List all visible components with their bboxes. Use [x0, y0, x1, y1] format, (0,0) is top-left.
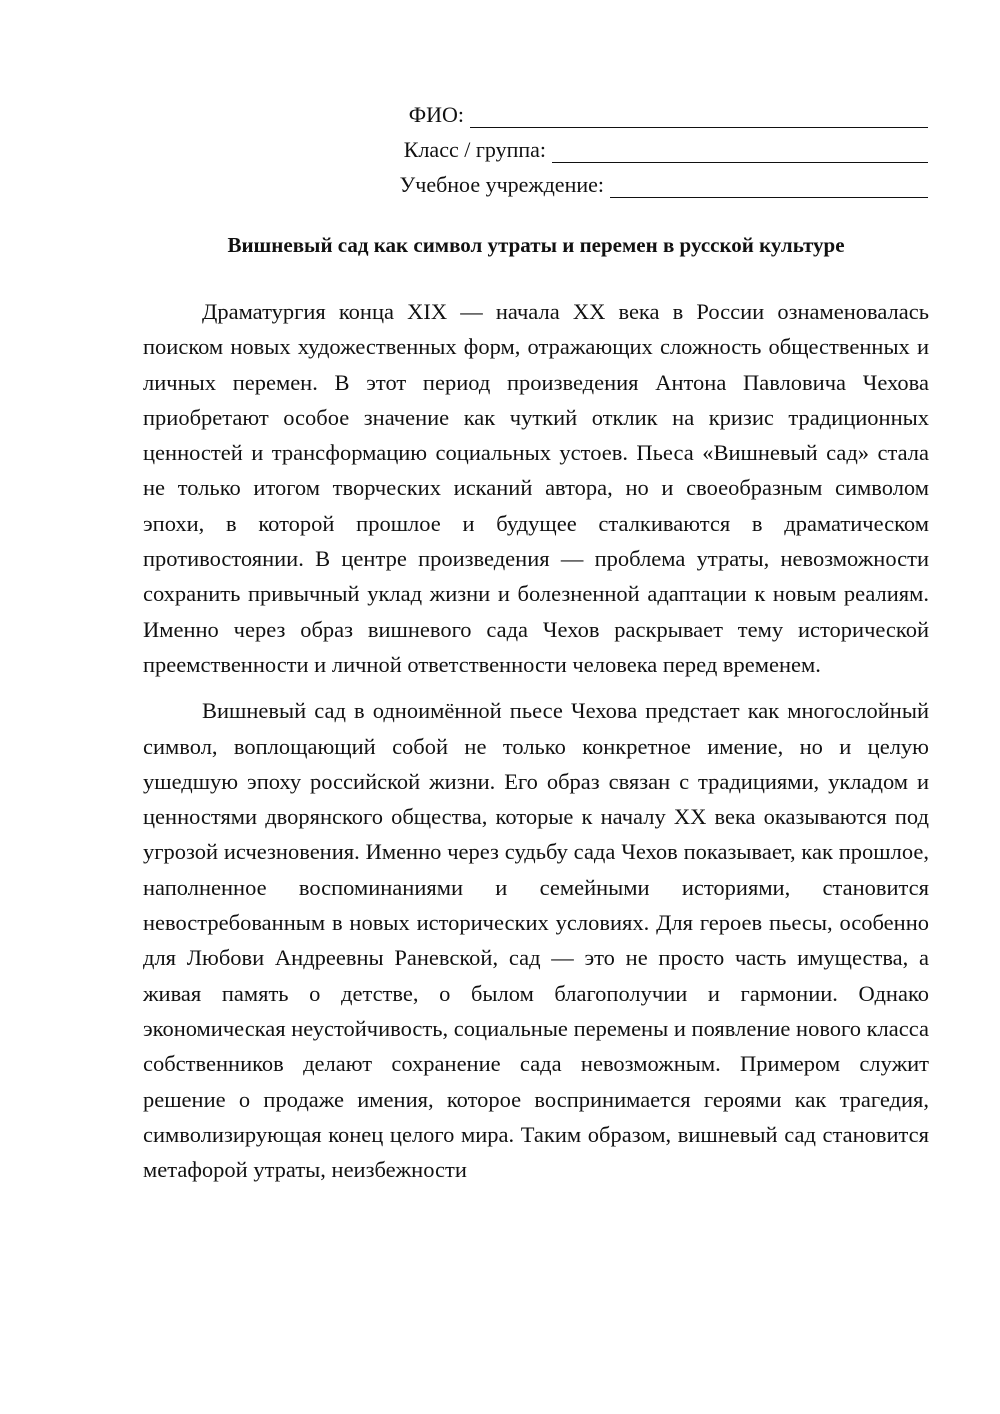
essay-body — [143, 294, 929, 1187]
fio-blank-line — [470, 103, 928, 128]
school-blank-line — [610, 173, 928, 198]
essay-title: Вишневый сад как символ утраты и перемен в русской культуре — [227, 233, 845, 257]
paragraph-1: Драматургия конца XIX — начала XX века в России ознаменовалась поиском новых художественных форм, отражающих сложность общественных и личных перемен. В этот период произведения Антона Павловича Чехова приобретают особое значение как чуткий отклик на кризис традиционных ценностей и трансформацию социальных устоев. Пьеса «Вишневый сад» стала не только итогом творческих исканий автора, но и своеобразным символом эпохи, в которой прошлое и будущее сталкиваются в драматическом противостоянии. В центре произведения — проблема утраты, невозможности сохранить привычный уклад жизни и болезненной адаптации к новым реалиям. Именно через образ вишневого сада Чехов раскрывает тему исторической преемственности и личной ответственности человека перед временем. — [143, 299, 929, 677]
fio-row — [300, 93, 928, 128]
fio-label: ФИО: — [408, 102, 464, 127]
school-label: Учебное учреждение: — [399, 172, 604, 197]
class-row — [300, 128, 928, 163]
student-info-header — [300, 93, 928, 198]
paragraph-2: Вишневый сад в одноимённой пьесе Чехова предстает как многослойный символ, воплощающий собой не только конкретное имение, но и целую ушедшую эпоху российской жизни. Его образ связан с традициями, укладом и ценностями дворянского общества, которые к началу XX века оказываются под угрозой исчезновения. Именно через судьбу сада Чехов показывает, как прошлое, наполненное воспоминаниями и семейными историями, становится невостребованным в новых исторических условиях. Для героев пьесы, особенно для Любови Андреевны Раневской, сад — это не просто часть имущества, а живая память о детстве, о былом благополучии и гармонии. Однако экономическая неустойчивость, социальные перемены и появление нового класса собственников делают сохранение сада невозможным. Примером служит решение о продаже имения, которое воспринимается героями как трагедия, символизирующая конец целого мира. Таким образом, вишневый сад становится метафорой утраты, неизбежности — [143, 698, 929, 1183]
class-label: Класс / группа: — [403, 137, 546, 162]
school-row — [300, 163, 928, 198]
class-blank-line — [552, 138, 928, 163]
